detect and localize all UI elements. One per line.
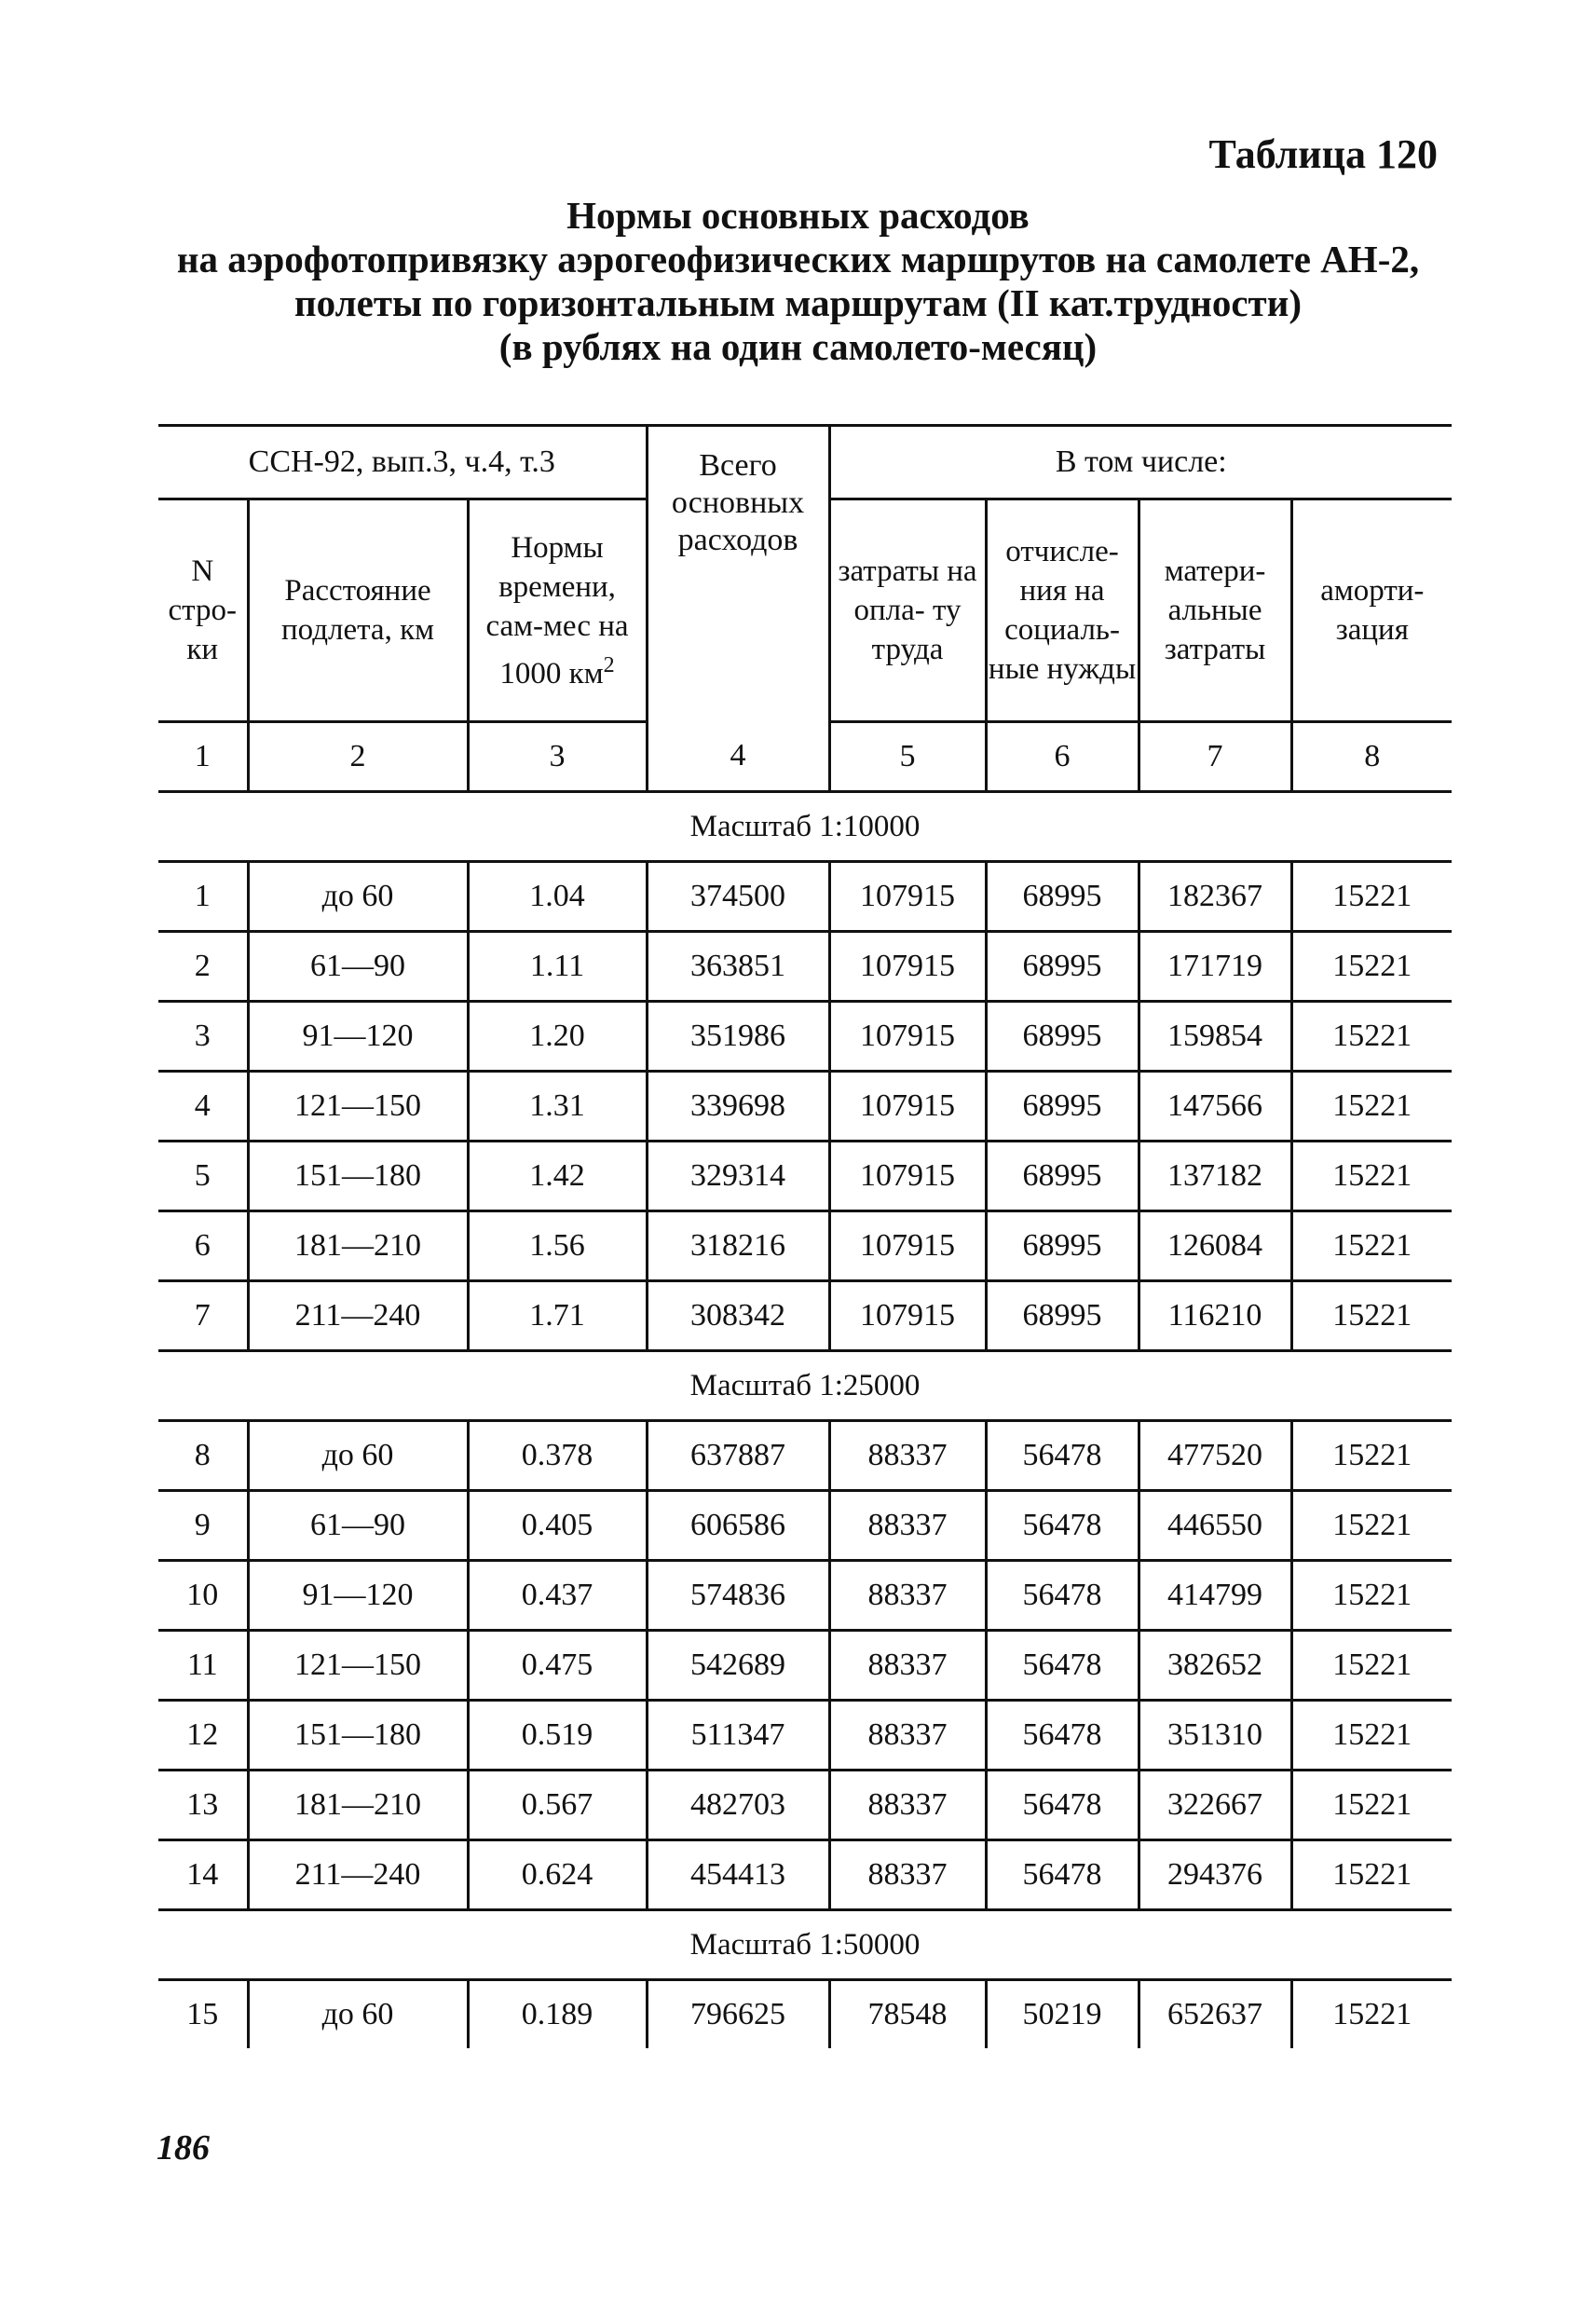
table-cell: 477520 <box>1139 1421 1291 1491</box>
table-cell: 574836 <box>647 1561 829 1631</box>
title-line-3: полеты по горизонтальным маршрутам (II кат.трудности) <box>294 281 1302 324</box>
table-cell: 159854 <box>1139 1002 1291 1072</box>
table-cell: 15221 <box>1291 932 1452 1002</box>
table-cell: 91—120 <box>248 1002 468 1072</box>
table-cell: 68995 <box>986 1002 1139 1072</box>
table-cell: 121—150 <box>248 1631 468 1701</box>
table-cell: 151—180 <box>248 1142 468 1211</box>
table-cell: 15221 <box>1291 862 1452 932</box>
table-cell: 4 <box>158 1072 248 1142</box>
section-title: Масштаб 1:50000 <box>158 1910 1452 1980</box>
table-cell: 14 <box>158 1840 248 1910</box>
section-title: Масштаб 1:10000 <box>158 792 1452 862</box>
time-norms-header <box>468 499 647 722</box>
column-number: 8 <box>1291 722 1452 792</box>
table-cell: 88337 <box>829 1771 986 1840</box>
table-cell: 15221 <box>1291 1771 1452 1840</box>
table-row <box>158 1281 1452 1351</box>
column-numbers-row <box>158 722 1452 792</box>
table-cell: 88337 <box>829 1491 986 1561</box>
table-cell: 56478 <box>986 1561 1139 1631</box>
section-row <box>158 792 1452 862</box>
table-cell: 56478 <box>986 1840 1139 1910</box>
table-cell: 121—150 <box>248 1072 468 1142</box>
table-cell: 56478 <box>986 1491 1139 1561</box>
table-cell: 15221 <box>1291 1491 1452 1561</box>
table-cell: 126084 <box>1139 1211 1291 1281</box>
table-cell: 91—120 <box>248 1561 468 1631</box>
table-row <box>158 1840 1452 1910</box>
column-number: 1 <box>158 722 248 792</box>
table-cell: 181—210 <box>248 1211 468 1281</box>
table-cell: до 60 <box>248 1421 468 1491</box>
table-cell: 15221 <box>1291 1701 1452 1771</box>
table-row <box>158 1980 1452 2049</box>
table-cell: 61—90 <box>248 1491 468 1561</box>
table-cell: 50219 <box>986 1980 1139 2049</box>
column-number: 3 <box>468 722 647 792</box>
table-cell: 182367 <box>1139 862 1291 932</box>
table-row <box>158 1701 1452 1771</box>
table-cell: 294376 <box>1139 1840 1291 1910</box>
table-cell: 107915 <box>829 1072 986 1142</box>
column-number: 5 <box>829 722 986 792</box>
table-cell: 68995 <box>986 862 1139 932</box>
table-cell: 107915 <box>829 1142 986 1211</box>
table-cell: 211—240 <box>248 1840 468 1910</box>
header-top-row <box>158 426 1452 499</box>
table-cell: 329314 <box>647 1142 829 1211</box>
table-cell: 1.42 <box>468 1142 647 1211</box>
table-cell: 61—90 <box>248 932 468 1002</box>
table-cell: 68995 <box>986 932 1139 1002</box>
column-number: 2 <box>248 722 468 792</box>
table-cell: 0.519 <box>468 1701 647 1771</box>
table-cell: 15221 <box>1291 1281 1452 1351</box>
table-cell: 414799 <box>1139 1561 1291 1631</box>
table-cell: 652637 <box>1139 1980 1291 2049</box>
row-number-header: N стро- ки <box>158 499 248 722</box>
table-cell: 107915 <box>829 1211 986 1281</box>
table-cell: 606586 <box>647 1491 829 1561</box>
table-cell: 12 <box>158 1701 248 1771</box>
table-cell: 351310 <box>1139 1701 1291 1771</box>
section-row <box>158 1910 1452 1980</box>
table-cell: 15221 <box>1291 1421 1452 1491</box>
table-cell: 11 <box>158 1631 248 1701</box>
table-cell: 1 <box>158 862 248 932</box>
table-cell: 454413 <box>647 1840 829 1910</box>
table-cell: до 60 <box>248 862 468 932</box>
column-number: 4 <box>647 722 829 792</box>
table-cell: 15 <box>158 1980 248 2049</box>
table-row <box>158 862 1452 932</box>
table-cell: 0.437 <box>468 1561 647 1631</box>
section-title: Масштаб 1:25000 <box>158 1351 1452 1421</box>
table-cell: 15221 <box>1291 1840 1452 1910</box>
table-cell: 56478 <box>986 1701 1139 1771</box>
table-cell: 446550 <box>1139 1491 1291 1561</box>
table-cell: 1.04 <box>468 862 647 932</box>
title-line-1: Нормы основных расходов <box>566 194 1030 237</box>
table-cell: 3 <box>158 1002 248 1072</box>
table-cell: 0.475 <box>468 1631 647 1701</box>
table-cell: 116210 <box>1139 1281 1291 1351</box>
table-cell: 171719 <box>1139 932 1291 1002</box>
table-cell: 2 <box>158 932 248 1002</box>
table-cell: 107915 <box>829 1281 986 1351</box>
table-cell: 88337 <box>829 1840 986 1910</box>
table-cell: 15221 <box>1291 1072 1452 1142</box>
table-cell: 151—180 <box>248 1701 468 1771</box>
column-number: 6 <box>986 722 1139 792</box>
table-cell: 5 <box>158 1142 248 1211</box>
materials-header: матери- альные затраты <box>1139 499 1291 722</box>
table-cell: 1.71 <box>468 1281 647 1351</box>
norms-table <box>158 424 1452 2048</box>
table-cell: 1.11 <box>468 932 647 1002</box>
distance-header: Расстояние подлета, км <box>248 499 468 722</box>
table-cell: 1.20 <box>468 1002 647 1072</box>
table-cell: 15221 <box>1291 1631 1452 1701</box>
time-norms-superscript: 2 <box>603 652 615 677</box>
table-cell: 78548 <box>829 1980 986 2049</box>
table-row <box>158 1002 1452 1072</box>
table-cell: 511347 <box>647 1701 829 1771</box>
table-row <box>158 1561 1452 1631</box>
title-line-2: на аэрофотопривязку аэрогеофизических маршрутов на самолете АН-2, <box>176 238 1420 280</box>
table-cell: 15221 <box>1291 1211 1452 1281</box>
page-number: 186 <box>157 2128 210 2167</box>
title-line-4: (в рублях на один самолето-месяц) <box>498 325 1098 368</box>
table-cell: 10 <box>158 1561 248 1631</box>
table-cell: 88337 <box>829 1701 986 1771</box>
source-header: ССН-92, вып.3, ч.4, т.3 <box>158 426 647 499</box>
table-cell: 542689 <box>647 1631 829 1701</box>
table-number: Таблица 120 <box>1208 131 1438 177</box>
total-header: Всего основных расходов <box>647 426 829 722</box>
table-cell: 68995 <box>986 1072 1139 1142</box>
table-cell: 322667 <box>1139 1771 1291 1840</box>
table-cell: 0.624 <box>468 1840 647 1910</box>
table-cell: 363851 <box>647 932 829 1002</box>
table-cell: 7 <box>158 1281 248 1351</box>
table-cell: 382652 <box>1139 1631 1291 1701</box>
table-row <box>158 1771 1452 1840</box>
section-row <box>158 1351 1452 1421</box>
table-cell: 318216 <box>647 1211 829 1281</box>
table-cell: 637887 <box>647 1421 829 1491</box>
table-cell: 68995 <box>986 1211 1139 1281</box>
table-row <box>158 1211 1452 1281</box>
table-title <box>0 194 1596 369</box>
amortization-header: аморти- зация <box>1291 499 1452 722</box>
table-cell: 107915 <box>829 1002 986 1072</box>
column-number: 7 <box>1139 722 1291 792</box>
table-cell: 15221 <box>1291 1002 1452 1072</box>
table-cell: 0.378 <box>468 1421 647 1491</box>
table-cell: 1.56 <box>468 1211 647 1281</box>
table-cell: 339698 <box>647 1072 829 1142</box>
table-cell: 107915 <box>829 932 986 1002</box>
table-row <box>158 1072 1452 1142</box>
table-cell: 374500 <box>647 862 829 932</box>
table-cell: 15221 <box>1291 1142 1452 1211</box>
table-cell: 88337 <box>829 1421 986 1491</box>
table-cell: 56478 <box>986 1631 1139 1701</box>
table-cell: 0.189 <box>468 1980 647 2049</box>
table-cell: 9 <box>158 1491 248 1561</box>
table-cell: 1.31 <box>468 1072 647 1142</box>
table-cell: 211—240 <box>248 1281 468 1351</box>
table-cell: 13 <box>158 1771 248 1840</box>
table-cell: 88337 <box>829 1631 986 1701</box>
table-cell: 15221 <box>1332 1997 1412 2031</box>
table-cell: 8 <box>158 1421 248 1491</box>
table-row <box>158 932 1452 1002</box>
table-cell: 308342 <box>647 1281 829 1351</box>
table-cell: 56478 <box>986 1771 1139 1840</box>
table-cell: 15221 <box>1291 1561 1452 1631</box>
table-row <box>158 1491 1452 1561</box>
table-cell: 147566 <box>1139 1072 1291 1142</box>
including-header: В том числе: <box>829 426 1452 499</box>
table-cell: 68995 <box>986 1142 1139 1211</box>
table-cell: 351986 <box>647 1002 829 1072</box>
table-cell: 482703 <box>647 1771 829 1840</box>
table-cell: 0.405 <box>468 1491 647 1561</box>
table-cell: 107915 <box>829 862 986 932</box>
social-header: отчисле- ния на социаль- ные нужды <box>986 499 1139 722</box>
table-cell: до 60 <box>248 1980 468 2049</box>
labor-costs-header: затраты на опла- ту труда <box>829 499 986 722</box>
table-cell: 6 <box>158 1211 248 1281</box>
table-cell: 796625 <box>647 1980 829 2049</box>
table-cell: 68995 <box>986 1281 1139 1351</box>
table-cell: 137182 <box>1139 1142 1291 1211</box>
table-row <box>158 1142 1452 1211</box>
table-cell: 88337 <box>829 1561 986 1631</box>
table-cell: 0.567 <box>468 1771 647 1840</box>
table-row <box>158 1631 1452 1701</box>
table-row <box>158 1421 1452 1491</box>
time-norms-label: Нормы времени, сам-мес на 1000 км <box>485 530 629 691</box>
table-cell: 56478 <box>986 1421 1139 1491</box>
table-cell: 181—210 <box>248 1771 468 1840</box>
